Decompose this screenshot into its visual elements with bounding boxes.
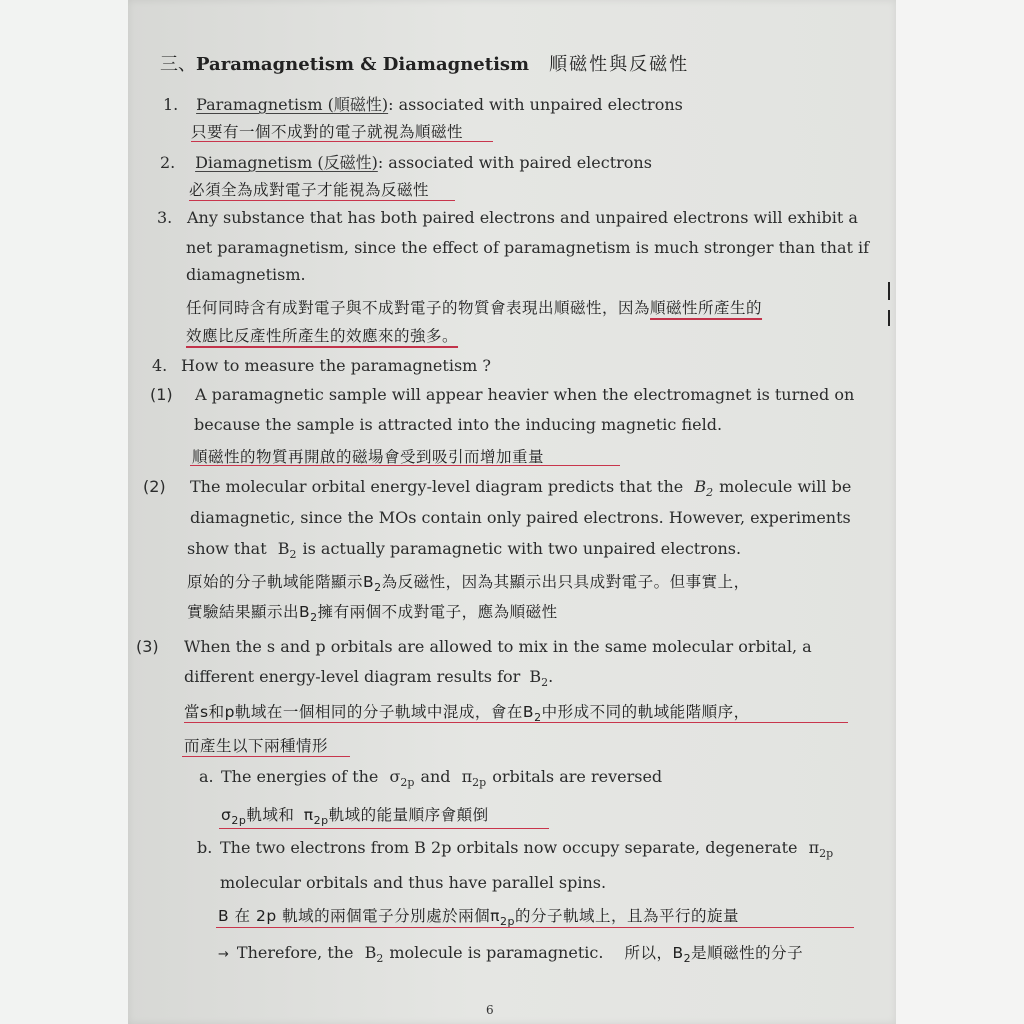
sub-b-translation	[218, 904, 739, 928]
item-1-term: Paramagnetism (順磁性)	[196, 95, 389, 114]
item-3-line-3: diamagnetism.	[186, 265, 306, 284]
pi-2p-symbol: $\pi_{2p}$	[461, 767, 487, 790]
red-underline	[182, 756, 350, 757]
point-3-zh-text: 而產生以下兩種情形	[184, 737, 329, 755]
item-3-text: Any substance that has both paired electrons and unpaired electrons will exhibit a	[187, 208, 858, 227]
section-title-en: Paramagnetism & Diamagnetism	[196, 54, 530, 75]
sub-b-zh-text: B 在 2p 軌域的兩個電子分別處於兩個	[218, 907, 491, 925]
point-2-text: show that	[187, 539, 267, 558]
point-1-line-1	[150, 385, 854, 404]
item-number: 1.	[163, 95, 179, 114]
item-3-zh-text: 任何同時含有成對電子與不成對電子的物質會表現出順磁性，因為	[186, 299, 651, 317]
item-2-zh-text: 必須全為成對電子才能視為反磁性	[189, 181, 430, 199]
point-3-zh-text: 當s和p軌域在一個相同的分子軌域中混成，會在B	[184, 703, 535, 721]
item-number: 3.	[157, 208, 173, 227]
point-2-zh-text: 擁有兩個不成對電子，應為順磁性	[317, 603, 558, 621]
left-backdrop	[0, 0, 128, 1024]
point-2-text: The molecular orbital energy-level diagram predicts that the	[190, 477, 684, 496]
sub-a-zh-text: 軌域和	[246, 806, 295, 824]
sub-b-zh-text: 的分子軌域上，且為平行的旋量	[514, 907, 739, 925]
sub-a-text: The energies of the	[221, 767, 379, 786]
page-number: 6	[486, 1003, 494, 1017]
sub-label: a.	[199, 767, 214, 786]
red-underline	[190, 465, 620, 466]
b2-symbol: $B_2$	[694, 477, 714, 500]
red-underline	[219, 828, 549, 829]
point-1-translation	[192, 445, 544, 467]
point-3-translation-2	[184, 734, 328, 756]
conclusion-line	[218, 941, 803, 965]
sub-a-line-1	[199, 767, 662, 789]
item-1-translation	[191, 120, 463, 142]
point-2-zh-text: 實驗結果顯示出B	[187, 603, 311, 621]
pi-2p-symbol: $\pi_{2p}$	[808, 838, 834, 861]
item-number: 4.	[152, 356, 168, 375]
sub-a-zh-text: 軌域的能量順序會顛倒	[328, 806, 489, 824]
conclusion-text: Therefore, the	[236, 943, 354, 962]
item-2	[160, 150, 652, 173]
point-3-translation-1	[184, 700, 750, 724]
item-4-title-text: How to measure the paramagnetism ?	[181, 356, 491, 375]
b2-symbol: $B_2$.	[529, 667, 554, 690]
subscript: 2	[534, 711, 542, 725]
subscript: 2	[374, 581, 382, 595]
item-number: 2.	[160, 153, 176, 172]
point-3-zh-text: 中形成不同的軌域能階順序，	[541, 703, 750, 721]
conclusion-text: molecule is paramagnetic.	[389, 943, 604, 962]
point-2-translation-2	[187, 600, 558, 624]
conclusion-zh: 所以，$B_2$是順磁性的分子	[624, 944, 804, 966]
sigma-2p-symbol: $\sigma_{2p}$	[389, 767, 415, 790]
pi-2p-symbol: $\pi_{2p}$	[490, 907, 515, 929]
section-prefix: 三、	[160, 54, 196, 75]
red-underline	[216, 927, 854, 928]
sigma-2p-symbol: $\sigma_{2p}$	[221, 806, 247, 828]
sub-a-translation	[221, 803, 489, 827]
point-1-zh-text: 順磁性的物質再開啟的磁場會受到吸引而增加重量	[192, 448, 545, 466]
point-2-line-2: diamagnetic, since the MOs contain only paired electrons. However, experiments	[190, 508, 851, 527]
item-1	[163, 92, 683, 115]
point-3-text: different energy-level diagram results for	[184, 667, 521, 686]
point-1-line-2: because the sample is attracted into the inducing magnetic field.	[194, 415, 723, 434]
item-2-term: Diamagnetism (反磁性)	[195, 153, 378, 172]
section-title-zh: 順磁性與反磁性	[549, 54, 690, 75]
item-3-zh-underlined: 效應比反產性所產生的效應來的強多。	[186, 327, 459, 345]
red-underline	[189, 200, 455, 201]
item-3-translation-2	[186, 324, 458, 346]
point-3-line-1	[136, 637, 812, 656]
item-1-zh-text: 只要有一個不成對的電子就視為順磁性	[191, 123, 464, 141]
item-2-translation	[189, 178, 429, 200]
item-3-zh-underlined: 順磁性所產生的	[650, 299, 763, 317]
point-2-text: is actually paramagnetic with two unpaired electrons.	[302, 539, 742, 558]
item-3-line-1	[157, 208, 858, 227]
pi-2p-symbol: $\pi_{2p}$	[303, 806, 329, 828]
point-2-translation-1	[187, 570, 750, 594]
red-underline	[184, 722, 848, 723]
sub-b-text: The two electrons from B 2p orbitals now occupy separate, degenerate	[220, 838, 798, 857]
sub-b-line-2: molecular orbitals and thus have parallel spins.	[220, 873, 607, 892]
item-3-translation-1	[186, 296, 762, 318]
item-1-desc: : associated with unpaired electrons	[388, 95, 683, 114]
item-3-line-2: net paramagnetism, since the effect of paramagnetism is much stronger than that if	[186, 238, 870, 257]
point-1-text: A paramagnetic sample will appear heavier when the electromagnet is turned on	[195, 385, 855, 404]
section-heading	[160, 50, 689, 76]
item-2-desc: : associated with paired electrons	[377, 153, 652, 172]
point-3-text: When the s and p orbitals are allowed to mix in the same molecular orbital, a	[184, 637, 812, 656]
right-backdrop	[896, 0, 1024, 1024]
point-2-line-3	[187, 539, 741, 561]
sub-a-text: and	[420, 767, 451, 786]
point-3-line-2	[184, 667, 553, 689]
point-2-line-1	[143, 477, 851, 499]
b2-symbol: $B_2$	[364, 943, 384, 966]
arrow-icon: →	[218, 947, 229, 962]
point-2-zh-text: 原始的分子軌域能階顯示B	[187, 573, 375, 591]
point-2-text: molecule will be	[719, 477, 852, 496]
margin-mark	[888, 310, 890, 326]
item-4-title	[152, 356, 491, 375]
subscript: 2	[310, 611, 318, 625]
point-number: (3)	[136, 637, 159, 656]
sub-label: b.	[197, 838, 213, 857]
margin-mark	[888, 282, 890, 300]
sub-b-line-1	[197, 838, 833, 860]
b2-symbol: $B_2$	[277, 539, 297, 562]
point-number: (2)	[143, 477, 166, 496]
point-number: (1)	[150, 385, 173, 404]
point-2-zh-text: 為反磁性，因為其顯示出只具成對電子。但事實上，	[381, 573, 750, 591]
red-underline	[191, 141, 493, 142]
sub-a-text: orbitals are reversed	[492, 767, 663, 786]
